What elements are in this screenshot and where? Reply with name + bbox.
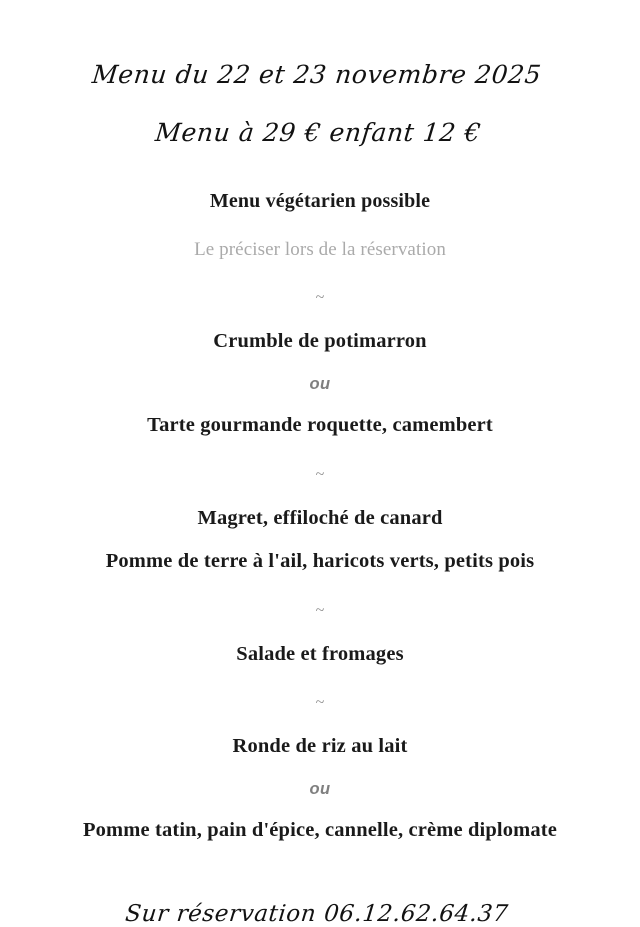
dessert-option-2: Pomme tatin, pain d'épice, cannelle, crème diplomate: [82, 819, 558, 841]
course-separator-4: ~: [315, 694, 325, 711]
cheese-option-1: Salade et fromages: [236, 642, 404, 665]
reservation-footer: Sur réservation 06.12.62.64.37: [124, 900, 510, 927]
dessert-option-1: Ronde de riz au lait: [232, 735, 408, 757]
course-separator-3: ~: [315, 601, 325, 619]
vegetarian-heading: Menu végétarien possible: [209, 190, 431, 212]
menu-price-title: Menu à 29 € enfant 12 €: [153, 118, 483, 147]
main-garnish: Pomme de terre à l'ail, haricots verts, petits pois: [105, 550, 535, 572]
course-separator-1: ~: [315, 289, 325, 306]
starter-option-2: Tarte gourmande roquette, camembert: [147, 414, 493, 436]
vegetarian-note: Le préciser lors de la réservation: [194, 239, 446, 260]
dessert-alternative-label: ou: [309, 779, 331, 798]
menu-date-title: Menu du 22 et 23 novembre 2025: [90, 60, 543, 89]
main-option-1: Magret, effiloché de canard: [197, 506, 443, 529]
starter-alternative-label: ou: [309, 374, 331, 393]
course-separator-2: ~: [315, 465, 325, 483]
starter-option-1: Crumble de potimarron: [213, 330, 427, 352]
